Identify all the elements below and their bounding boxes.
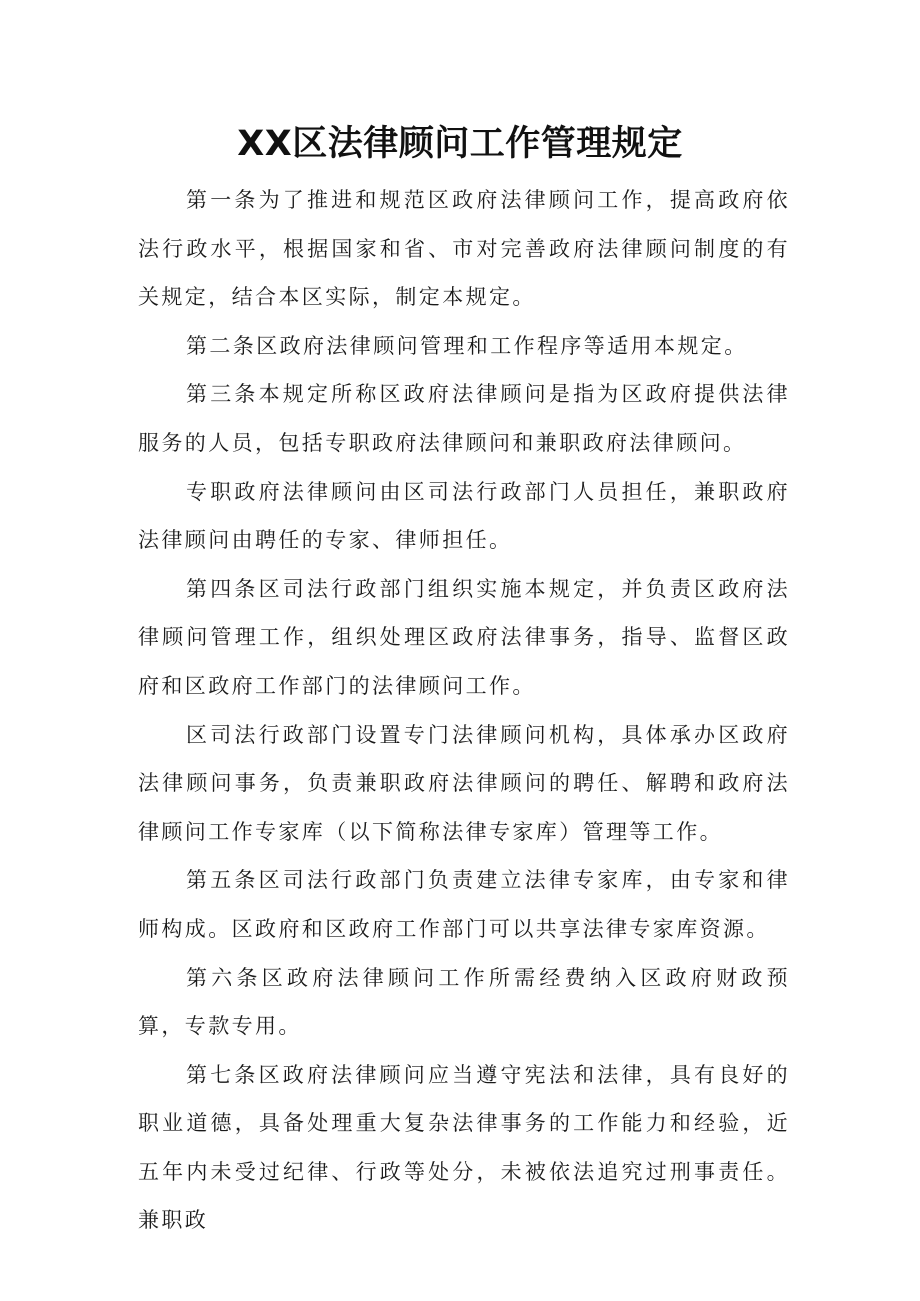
document-body: [138, 176, 790, 1245]
article-7-paragraph: 第七条区政府法律顾问应当遵守宪法和法律，具有良好的职业道德，具备处理重大复杂法律事务的工作能力和经验，近五年内未受过纪律、行政等处分，未被依法追究过刑事责任。兼职政: [138, 1062, 790, 1233]
article-5-paragraph: 第五条区司法行政部门负责建立法律专家库，由专家和律师构成。区政府和区政府工作部门可以共享法律专家库资源。: [138, 868, 790, 941]
article-1-paragraph: 第一条为了推进和规范区政府法律顾问工作，提高政府依法行政水平，根据国家和省、市对完善政府法律顾问制度的有关规定，结合本区实际，制定本规定。: [138, 188, 790, 310]
article-2-paragraph: 第二条区政府法律顾问管理和工作程序等适用本规定。: [186, 333, 748, 358]
article-3-paragraph: 第三条本规定所称区政府法律顾问是指为区政府提供法律服务的人员，包括专职政府法律顾问和兼职政府法律顾问。: [138, 382, 790, 455]
article-4-paragraph: 第四条区司法行政部门组织实施本规定，并负责区政府法律顾问管理工作，组织处理区政府法律事务，指导、监督区政府和区政府工作部门的法律顾问工作。: [138, 576, 790, 698]
article-6-paragraph: 第六条区政府法律顾问工作所需经费纳入区政府财政预算，专款专用。: [138, 965, 790, 1039]
article-4-continuation-paragraph: 区司法行政部门设置专门法律顾问机构，具体承办区政府法律顾问事务，负责兼职政府法律顾问的聘任、解聘和政府法律顾问工作专家库（以下简称法律专家库）管理等工作。: [138, 722, 790, 844]
article-3-continuation-paragraph: 专职政府法律顾问由区司法行政部门人员担任，兼职政府法律顾问由聘任的专家、律师担任。: [138, 479, 790, 553]
document-title: XX区法律顾问工作管理规定: [237, 124, 683, 164]
